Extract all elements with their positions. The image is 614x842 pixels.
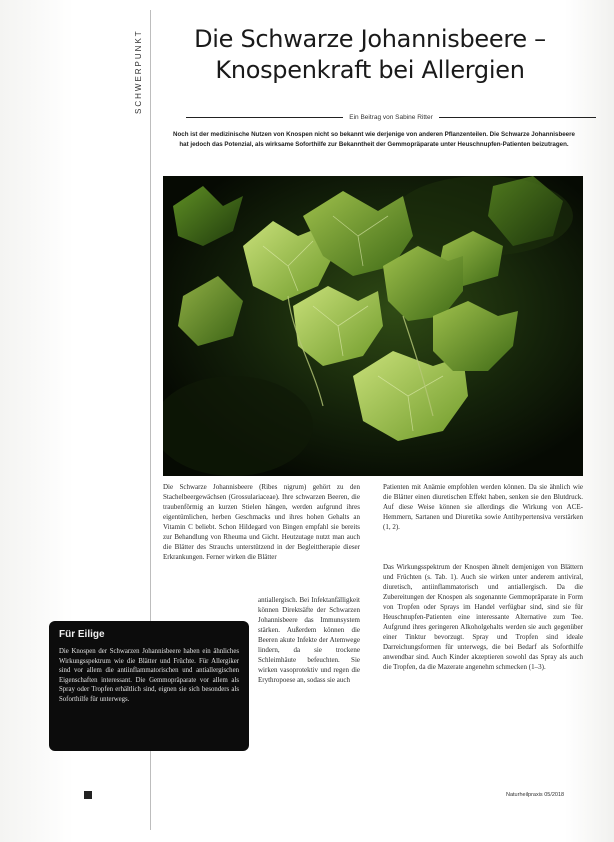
title-line-1: Die Schwarze Johannisbeere – [194,25,546,53]
title-line-2: Knospenkraft bei Allergien [215,56,525,84]
section-label: SCHWERPUNKT [134,29,143,114]
body-column-1-continued [258,595,360,685]
blackcurrant-leaves-photo [163,176,583,476]
body-paragraph: antiallergisch. Bei Infektanfälligkeit können Direktsäfte der Schwarzen Johannisbeere das Immunsystem stärken. Außerdem können die Beeren akute Infekte der Atemwege lindern, da sie trockene Schleimhäute befeuchten. Sie wirken vasoprotektiv und regen die Erythropoese an, sodass sie auch [258,596,360,684]
body-paragraph: Das Wirkungsspektrum der Knospen ähnelt demjenigen von Blättern und Früchten (s. Tab. 1). Auch sie wirken unter anderem antiviral, diuretisch, antiinflammatorisch und antiallergisch. Da die Zubereitungen der Knospen als sogenannte Gemmopräparate in Form von Tropfen oder Sprays im Handel verfügbar sind, sind sie für Heuschnupfen-Patienten eine interessante Alternative zum Tee. Aufgrund ihres geringeren Alkoholgehalts werden sie auch gegenüber einer Tinktur bevorzugt. Spray und Tropfen sind ideale Darreichungsformen für unterwegs, die bei Bedarf als Soforthilfe anwendbar sind. Auch Kinder akzeptieren sowohl das Spray als auch die Tropfen, da die Mazerate angenehm schmecken (1–3). [383,563,583,671]
body-paragraph: Patienten mit Anämie empfohlen werden können. Da sie ähnlich wie die Blätter einen diuretischen Effekt haben, senken sie den Blutdruck. Auf diese Weise können sie allerdings die Wirkung von ACE-Hemmern, Sartanen und Diuretika sowie Antihypertensiva verstärken (1, 2). [383,483,583,531]
byline-rule-right [439,117,596,118]
byline: Ein Beitrag von Sabine Ritter [349,113,433,121]
box-text: Die Knospen der Schwarzen Johannisbeere haben ein ähnliches Wirkungsspektrum wie die Blätter und Früchte. Für Allergiker sind vor allem die antiinflammatorischen und antiallergischen Eigenschaften interessant. Die Gemmopräparate vor allem als Spray oder Tropfen erhältlich sind, eignen sie sich besonders als Soforthilfe für unterwegs. [59,648,239,703]
body-paragraph: Die Schwarze Johannisbeere (Ribes nigrum) gehört zu den Stachelbeergewächsen (Grossulariaceae). Ihre schwarzen Beeren, die traubenförmig an kurzen Stielen hängen, werden aufgrund ihres eigentümlichen, herben Geschmacks und ihres hohen Gehalts an Vitamin C beliebt. Schon Hildegard von Bingen empfahl sie bereits zur Behandlung von Rheuma und Gicht. Heutzutage nutzt man auch die Blätter des Strauchs unterstützend in der Begleittherapie dieser Erkrankungen. Ferner wirken die Blätter [163,483,360,561]
byline-rule-left [186,117,343,118]
box-title: Für Eilige [59,629,105,640]
article-title [160,24,580,86]
leaves-illustration [163,176,583,476]
body-column-1 [163,482,360,562]
byline-row [186,110,596,124]
page-marker-square [84,791,92,799]
body-column-2 [383,482,583,532]
quick-summary-box [49,621,249,751]
footer-issue: Naturheilpraxis 05/2018 [506,792,565,798]
lead-paragraph: Noch ist der medizinische Nutzen von Knospen nicht so bekannt wie derjenige von anderen Pflanzenteilen. Die Schwarze Johannisbeere hat jedoch das Potenzial, als wirksame Soforthilfe zur Bekanntheit der Gemmopräparate unter Heuschnupfen-Patienten beizutragen. [173,131,575,148]
body-column-2-continued [383,562,583,672]
